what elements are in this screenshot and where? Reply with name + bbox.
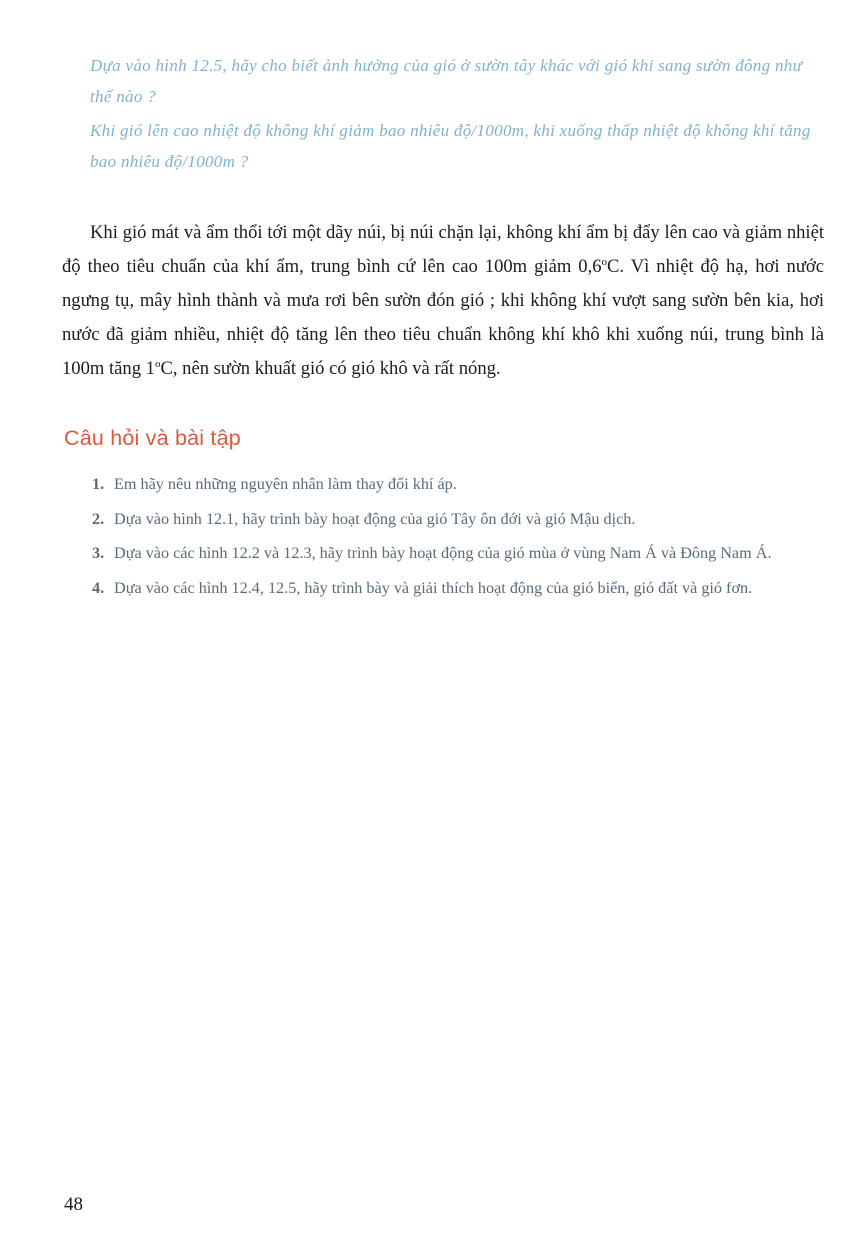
question-number: 2. xyxy=(92,510,105,528)
question-text: Em hãy nêu những nguyên nhân làm thay đổi khí áp. xyxy=(114,475,457,493)
question-item xyxy=(92,576,827,600)
prompt-text: Dựa vào hình 12.5, hãy cho biết ảnh hưởng của gió ở sườn tây khác với gió khi sang sườn đông như thế nào ? xyxy=(90,56,803,106)
body-text-part: Khi gió mát và ẩm thổi tới một dãy núi, bị núi chặn lại, không khí ẩm bị đẩy lên cao và giảm nhiệt độ theo tiêu chuẩn của khí ẩm, trung bình cứ lên cao 100m giảm 0,6 xyxy=(62,221,824,277)
question-item xyxy=(92,541,827,565)
question-number: 3. xyxy=(92,544,105,562)
question-list xyxy=(92,472,827,609)
question-text: Dựa vào các hình 12.2 và 12.3, hãy trình bày hoạt động của gió mùa ở vùng Nam Á và Đông Nam Á. xyxy=(114,544,772,562)
prompt-text: Khi gió lên cao nhiệt độ không khí giảm bao nhiêu độ/1000m, khi xuống thấp nhiệt độ không khí tăng bao nhiêu độ/1000m ? xyxy=(90,121,811,171)
section-title: Câu hỏi và bài tập xyxy=(64,426,241,450)
question-number: 1. xyxy=(92,475,105,493)
question-text: Dựa vào các hình 12.4, 12.5, hãy trình bày và giải thích hoạt động của gió biển, gió đất và gió fơn. xyxy=(114,579,753,597)
body-text-part: C, nên sườn khuất gió có gió khô và rất nóng. xyxy=(160,358,501,380)
degree-sign: o xyxy=(154,358,161,371)
page-number: 48 xyxy=(64,1194,83,1215)
body-paragraph xyxy=(62,216,824,387)
question-number: 4. xyxy=(92,579,105,597)
question-text: Dựa vào hình 12.1, hãy trình bày hoạt động của gió Tây ôn đới và gió Mậu dịch. xyxy=(114,510,636,528)
question-item xyxy=(92,507,827,531)
question-item xyxy=(92,472,827,496)
figure-prompts xyxy=(90,50,825,180)
body-text-part: C. Vì nhiệt độ hạ, hơi nước ngưng tụ, mây hình thành và mưa rơi bên sườn đón gió ; khi không khí vượt sang sườn bên kia, hơi nước đã giảm nhiều, nhiệt độ tăng lên theo tiêu chuẩn không khí khô khi xuống núi, trung bình là 100m tăng 1 xyxy=(62,255,824,380)
degree-sign: o xyxy=(601,255,608,268)
